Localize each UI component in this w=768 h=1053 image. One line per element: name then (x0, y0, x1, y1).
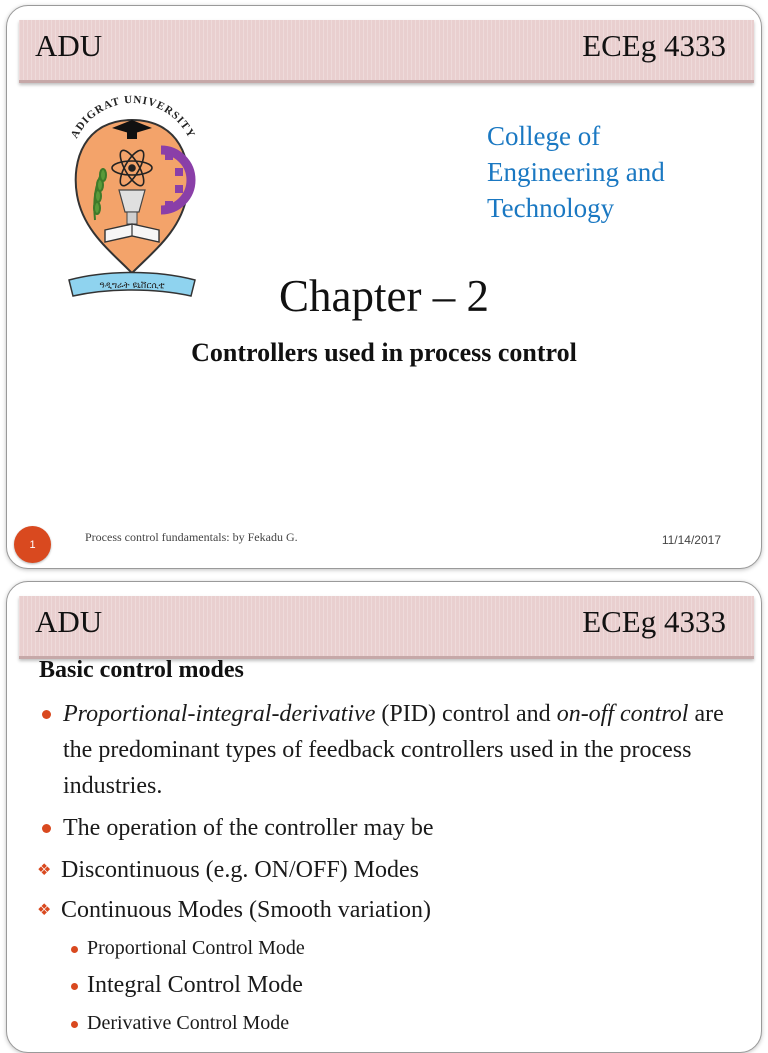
sub-item-text: Proportional Control Mode (87, 937, 305, 959)
bullet-dot-icon (42, 824, 51, 833)
footer-author-text: Process control fundamentals: by Fekadu G. (85, 530, 298, 544)
header-right-text: ECEg 4333 (582, 28, 726, 63)
sub-item (37, 1004, 747, 1042)
college-name (487, 118, 747, 226)
bullet-item (37, 696, 747, 804)
italic-term: on-off control (556, 701, 689, 727)
college-line: College of (487, 121, 601, 151)
logo-arc-text: ADIGRAT UNIVERSITY (68, 93, 198, 141)
header-left-text: ADU (35, 28, 103, 63)
page-number-badge: 1 (14, 526, 51, 563)
chapter-subtitle: Controllers used in process control (191, 338, 577, 367)
bullet-text (63, 696, 747, 804)
diamond-item (37, 890, 747, 930)
sub-item (37, 930, 747, 966)
bullet-text-segment: are the predominant types of feedback controllers used in the process industries. (63, 701, 724, 799)
sub-item (37, 966, 747, 1004)
italic-term: Proportional-integral-derivative (63, 701, 376, 727)
college-line: Engineering and (487, 157, 665, 187)
chapter-title (7, 270, 761, 322)
slide-1 (6, 5, 762, 569)
diamond-item (37, 850, 747, 890)
slide-header (19, 20, 754, 83)
slide-2 (6, 581, 762, 1053)
slide-header (19, 596, 754, 659)
bullet-text: The operation of the controller may be (63, 815, 434, 841)
chapter-title-text: Chapter – 2 (279, 271, 489, 321)
slide-content (37, 696, 747, 1042)
diamond-item-text: Discontinuous (e.g. ON/OFF) Modes (61, 857, 419, 883)
footer-date: 11/14/2017 (661, 533, 721, 547)
sub-bullet-dot-icon (71, 983, 78, 990)
bullet-text-segment: (PID) control and (375, 701, 557, 727)
college-line: Technology (487, 193, 615, 223)
bullet-dot-icon (42, 710, 51, 719)
sub-bullet-dot-icon (71, 946, 78, 953)
header-left-text: ADU (35, 604, 103, 639)
bullet-item (37, 810, 747, 846)
section-heading: Basic control modes (39, 657, 244, 683)
sub-item-text: Derivative Control Mode (87, 1012, 290, 1034)
sub-bullet-dot-icon (71, 1021, 78, 1028)
diamond-bullet-icon: ❖ (37, 860, 52, 879)
diamond-item-text: Continuous Modes (Smooth variation) (61, 897, 431, 923)
diamond-bullet-icon: ❖ (37, 900, 52, 919)
sub-item-text: Integral Control Mode (87, 972, 303, 998)
logo-banner-text: ዓዲግራት ዩኒቨርሲቲ (99, 281, 165, 291)
header-right-text: ECEg 4333 (582, 604, 726, 639)
